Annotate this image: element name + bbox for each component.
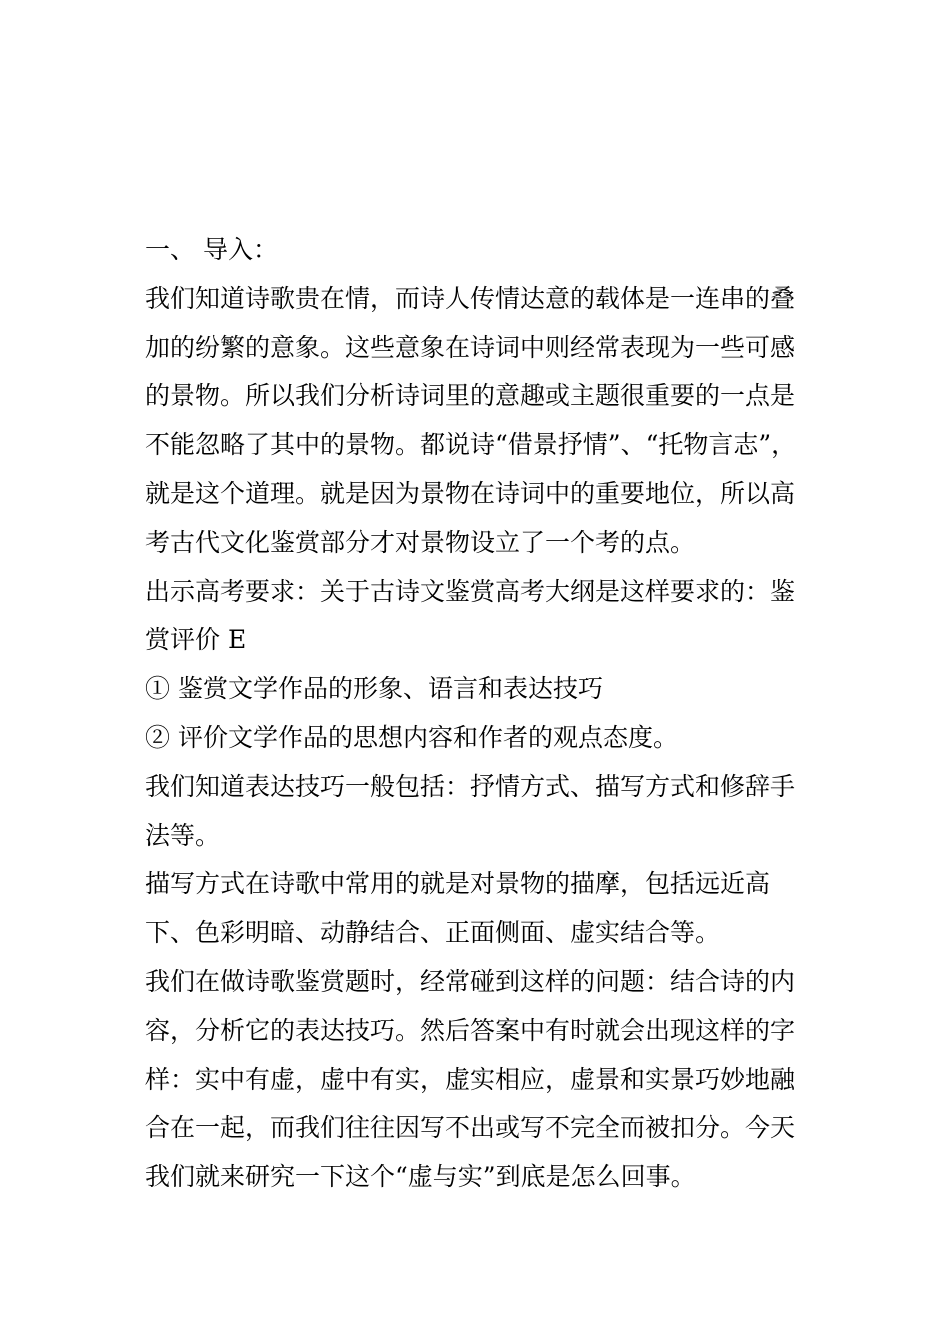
paragraph-virtual-real: 我们在做诗歌鉴赏题时，经常碰到这样的问题：结合诗的内容，分析它的表达技巧。然后答案中有时就会出现这样的字样：实中有虚，虚中有实，虚实相应，虚景和实景巧妙地融合在一起，而我们往往因写不出或写不完全而被扣分。今天我们就来研究一下这个“虚与实”到底是怎么回事。 — [145, 966, 796, 1192]
list-item-appreciation: ① 鉴赏文学作品的形象、语言和表达技巧 — [145, 674, 603, 704]
paragraph-intro: 我们知道诗歌贵在情，而诗人传情达意的载体是一连串的叠加的纷繁的意象。这些意象在诗词中则经常表现为一些可感的景物。所以我们分析诗词里的意趣或主题很重要的一点是不能忽略了其中的景物。都说诗“借景抒情”、“托物言志”，就是这个道理。就是因为景物在诗词中的重要地位，所以高考古代文化鉴赏部分才对景物设立了一个考的点。 — [145, 283, 797, 557]
section-heading: 一、 导入： — [145, 235, 278, 264]
paragraph-description-methods: 描写方式在诗歌中常用的就是对景物的描摩，包括远近高下、色彩明暗、动静结合、正面侧面、虚实结合等。 — [145, 869, 771, 948]
paragraph-expression-techniques: 我们知道表达技巧一般包括：抒情方式、描写方式和修辞手法等。 — [145, 771, 796, 850]
paragraph-exam-requirement: 出示高考要求：关于古诗文鉴赏高考大纲是这样要求的：鉴赏评价 E — [145, 576, 796, 655]
document-body — [145, 226, 817, 1202]
list-item-evaluation: ② 评价文学作品的思想内容和作者的观点态度。 — [145, 722, 678, 752]
